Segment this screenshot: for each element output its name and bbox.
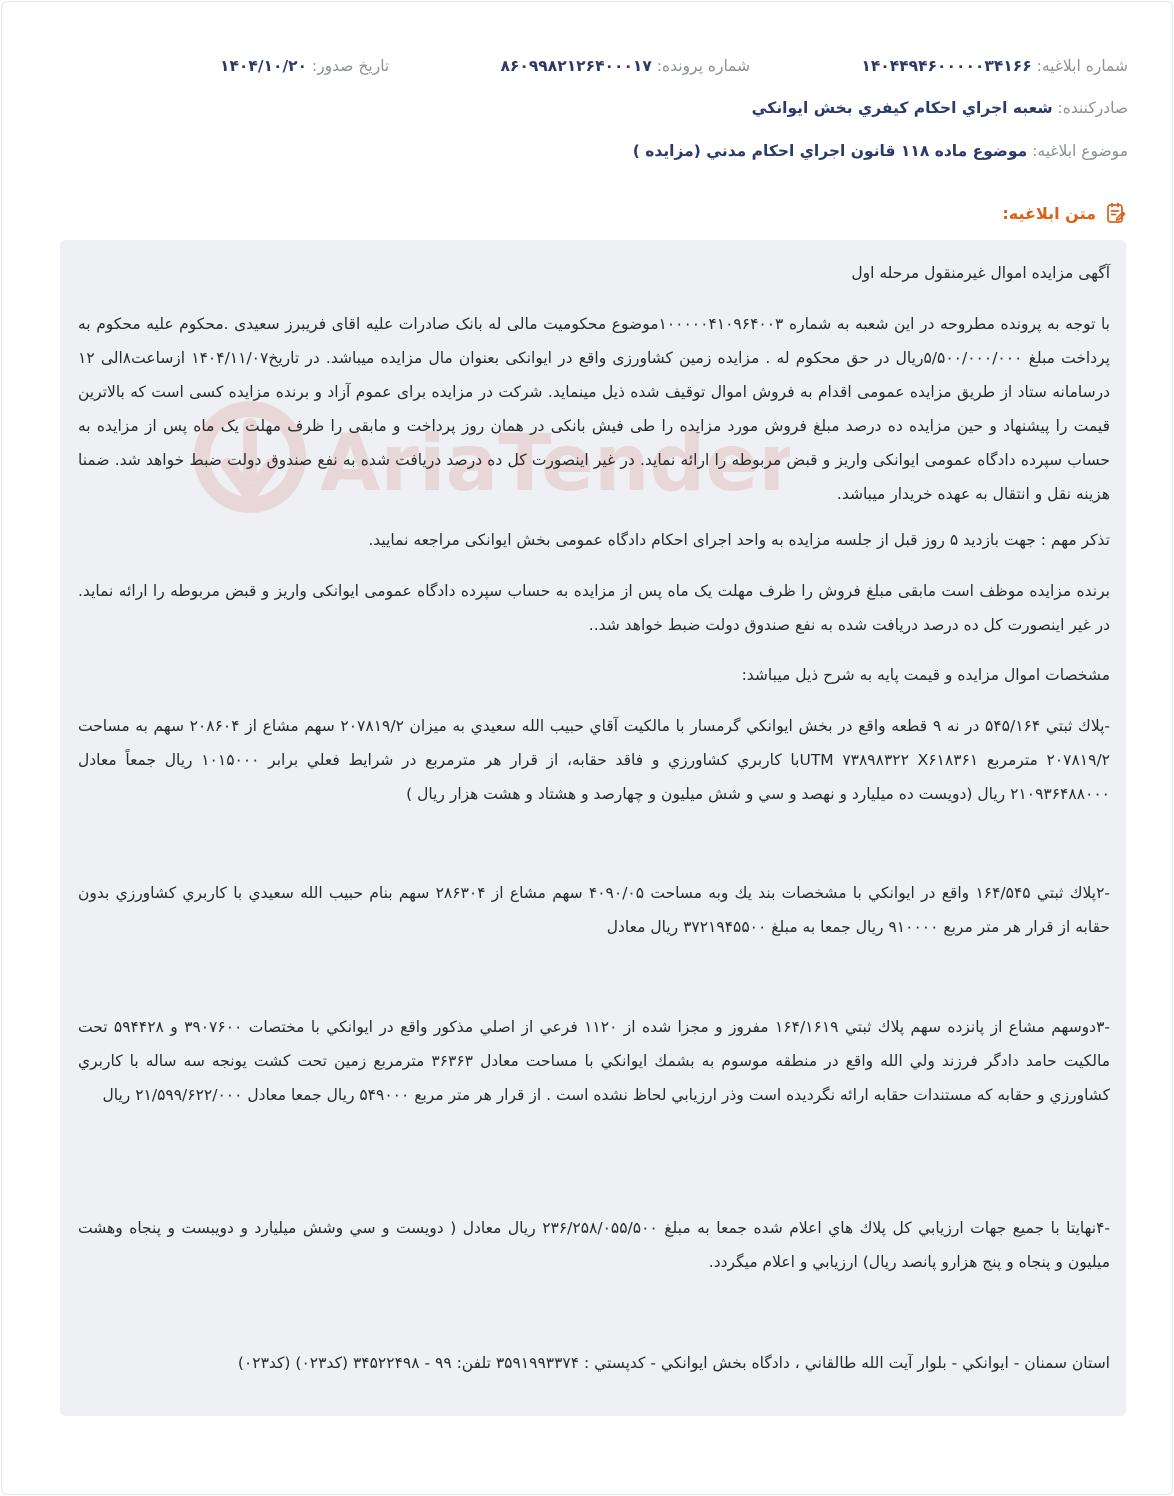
document-edit-icon	[1104, 201, 1128, 225]
issue-date-label: تاریخ صدور:	[311, 57, 390, 75]
subject-value: موضوع ماده ۱۱۸ قانون اجراي احكام مدني (مزايده )	[632, 142, 1028, 160]
notice-paragraph-reminder: تذکر مهم : جهت بازدید ۵ روز قبل از جلسه مزایده به واحد اجرای احکام دادگاه عمومی بخش ایوانکی مراجعه نمایید.	[368, 531, 1110, 549]
notice-paragraph-main: با توجه به پرونده مطروحه در این شعبه به شماره ۱۰۰۰۰۰۴۱۰۹۶۴۰۰۳موضوع محکومیت مالی له بانک صادرات علیه اقای فریبرز سعیدی .محکوم علیه محکوم به پرداخت مبلغ ۵/۵۰۰/۰۰۰/۰۰۰ریال در حق محکوم له . مزایده زمین کشاورزی واقع در ایوانکی بعنوان مال مزایده میباشد. در تاریخ۱۴۰۴/۱۱/۰۷ ازساعت۸الی ۱۲ درسامانه ستاد از طریق مزایده عمومی اقدام به فروش اموال توقیف شده ذیل مینماید. شرکت در مزایده برای عموم آزاد و برنده مزایده کسی است که بالاترین قیمت را پیشنهاد و حین مزایده ده درصد مبلغ فروش مورد مزایده را طی فیش بانکی در همان روز پرداخت و مابقی را ظرف مهلت یک ماه پس از مزایده به حساب سپرده دادگاه عمومی ایوانکی واریز و قبض مربوطه را ارائه نماید. در غیر اینصورت کل ده درصد دریافت شده به نفع صندوق دولت ضبط خواهد شد. ضمنا هزینه نقل و انتقال به عهده خریدار میباشد.	[78, 315, 1110, 503]
property-item-4: -۴نهايتا با جميع جهات ارزيابي كل پلاك هاي اعلام شده جمعا به مبلغ ۲۳۶/۲۵۸/۰۵۵/۵۰۰ ريال معادل ( دويست و سي وشش ميليارد و دويبست و پنجاه وهشت ميليون و پنجاه و پنج هزارو پانصد ريال) ارزيابي و اعلام ميگردد.	[78, 1219, 1110, 1271]
case-number-value: ۸۶۰۹۹۸۲۱۲۶۴۰۰۰۱۷	[500, 57, 652, 75]
case-number-field	[500, 57, 750, 75]
property-item-1: -پلاك ثبتي ۵۴۵/۱۶۴ در نه ۹ قطعه واقع در بخش ايوانكي گرمسار با مالكيت آقاي حبيب الله سعيدي به ميزان ۲۰۷۸۱۹/۲ سهم مشاع از ۲۰۸۶۰۴ سهم به مساحت ۲۰۷۸۱۹/۲ مترمربع UTM ۷۳۸۹۸۳۲۲ X۶۱۸۳۶۱با كاربري كشاورزي و فاقد حقابه، از قرار هر مترمربع در شرايط فعلي برابر ۱۰۱۵۰۰۰ ريال جمعاً معادل ۲۱۰۹۳۶۴۸۸۰۰۰ ريال (دويست ده ميليارد و نهصد و سي و شش ميليون و چهارصد و هشتاد و هشت هزار ريال )	[78, 717, 1110, 803]
subject-row	[633, 142, 1128, 160]
subject-label: موضوع ابلاغیه:	[1032, 142, 1128, 160]
meta-top-row	[220, 57, 1128, 75]
notice-number-value: ۱۴۰۴۴۹۴۶۰۰۰۰۰۳۴۱۶۶	[861, 57, 1032, 75]
notice-text-header	[1002, 201, 1128, 225]
notice-heading: آگهی مزایده اموال غیرمنقول مرحله اول	[851, 264, 1110, 282]
property-item-3: -۳دوسهم مشاع از پانزده سهم پلاك ثبتي ۱۶۴/۱۶۱۹ مفروز و مجزا شده از ۱۱۲۰ فرعي از اصلي مذكور واقع در ايوانكي با مختصات ۳۹۰۷۶۰۰ و ۵۹۴۴۲۸ تحت مالكيت حامد دادگر فرزند ولي الله واقع در منطقه موسوم به بشمك ايوانكي با مساحت معادل ۳۶۳۶۳ مترمربع زمين تحت كشت يونجه سه ساله با كاربري كشاورزي و حقابه كه مستندات حقابه ارائه نگرديده است وذر ارزيابي لحاظ نشده است . از قرار هر متر مربع ۵۴۹۰۰۰ ريال جمعا معادل ۲۱/۵۹۹/۶۲۲/۰۰۰ ريال	[78, 1018, 1110, 1104]
notice-paragraph-specs-intro: مشخصات اموال مزایده و قیمت پایه به شرح ذیل میباشد:	[741, 666, 1110, 684]
issue-date-value: ۱۴۰۴/۱۰/۲۰	[220, 57, 308, 75]
notice-number-field	[861, 57, 1128, 75]
issue-date-field	[220, 57, 389, 75]
issuer-row	[752, 99, 1128, 117]
notice-paragraph-winner-duty: برنده مزایده موظف است مابقی مبلغ فروش را ظرف مهلت یک ماه پس از مزایده به حساب سپرده دادگاه عمومی ایوانکی واریز و قبض مربوطه را ارائه نماید. در غیر اینصورت کل ده درصد دریافت شده به نفع صندوق دولت ضبط خواهد شد..	[78, 582, 1110, 634]
case-number-label: شماره پرونده:	[656, 57, 751, 75]
notice-number-label: شماره ابلاغیه:	[1036, 57, 1128, 75]
notice-text-title: متن ابلاغیه:	[1002, 203, 1096, 223]
property-item-2: -۲پلاك ثبتي ۱۶۴/۵۴۵ واقع در ايوانكي با مشخصات بند يك وبه مساحت ۴۰۹۰/۰۵ سهم مشاع از ۲۸۶۳۰۴ سهم بنام حبيب الله سعيدي با كاربري كشاورزي بدون حقابه از قرار هر متر مربع ۹۱۰۰۰۰ ريال جمعا به مبلغ ۳۷۲۱۹۴۵۵۰۰ ريال معادل	[78, 884, 1110, 936]
court-address: استان سمنان - ايوانكي - بلوار آيت الله طالقاني ، دادگاه بخش ايوانكي - كدپستي : ۳۵۹۱۹۹۳۳۷۴ تلفن: ۹۹ - ۳۴۵۲۲۴۹۸ (كد۰۲۳) (كد۰۲۳)	[237, 1354, 1110, 1372]
issuer-value: شعبه اجراي احكام كيفري بخش ايوانكي	[751, 99, 1053, 117]
issuer-label: صادرکننده:	[1057, 99, 1128, 117]
